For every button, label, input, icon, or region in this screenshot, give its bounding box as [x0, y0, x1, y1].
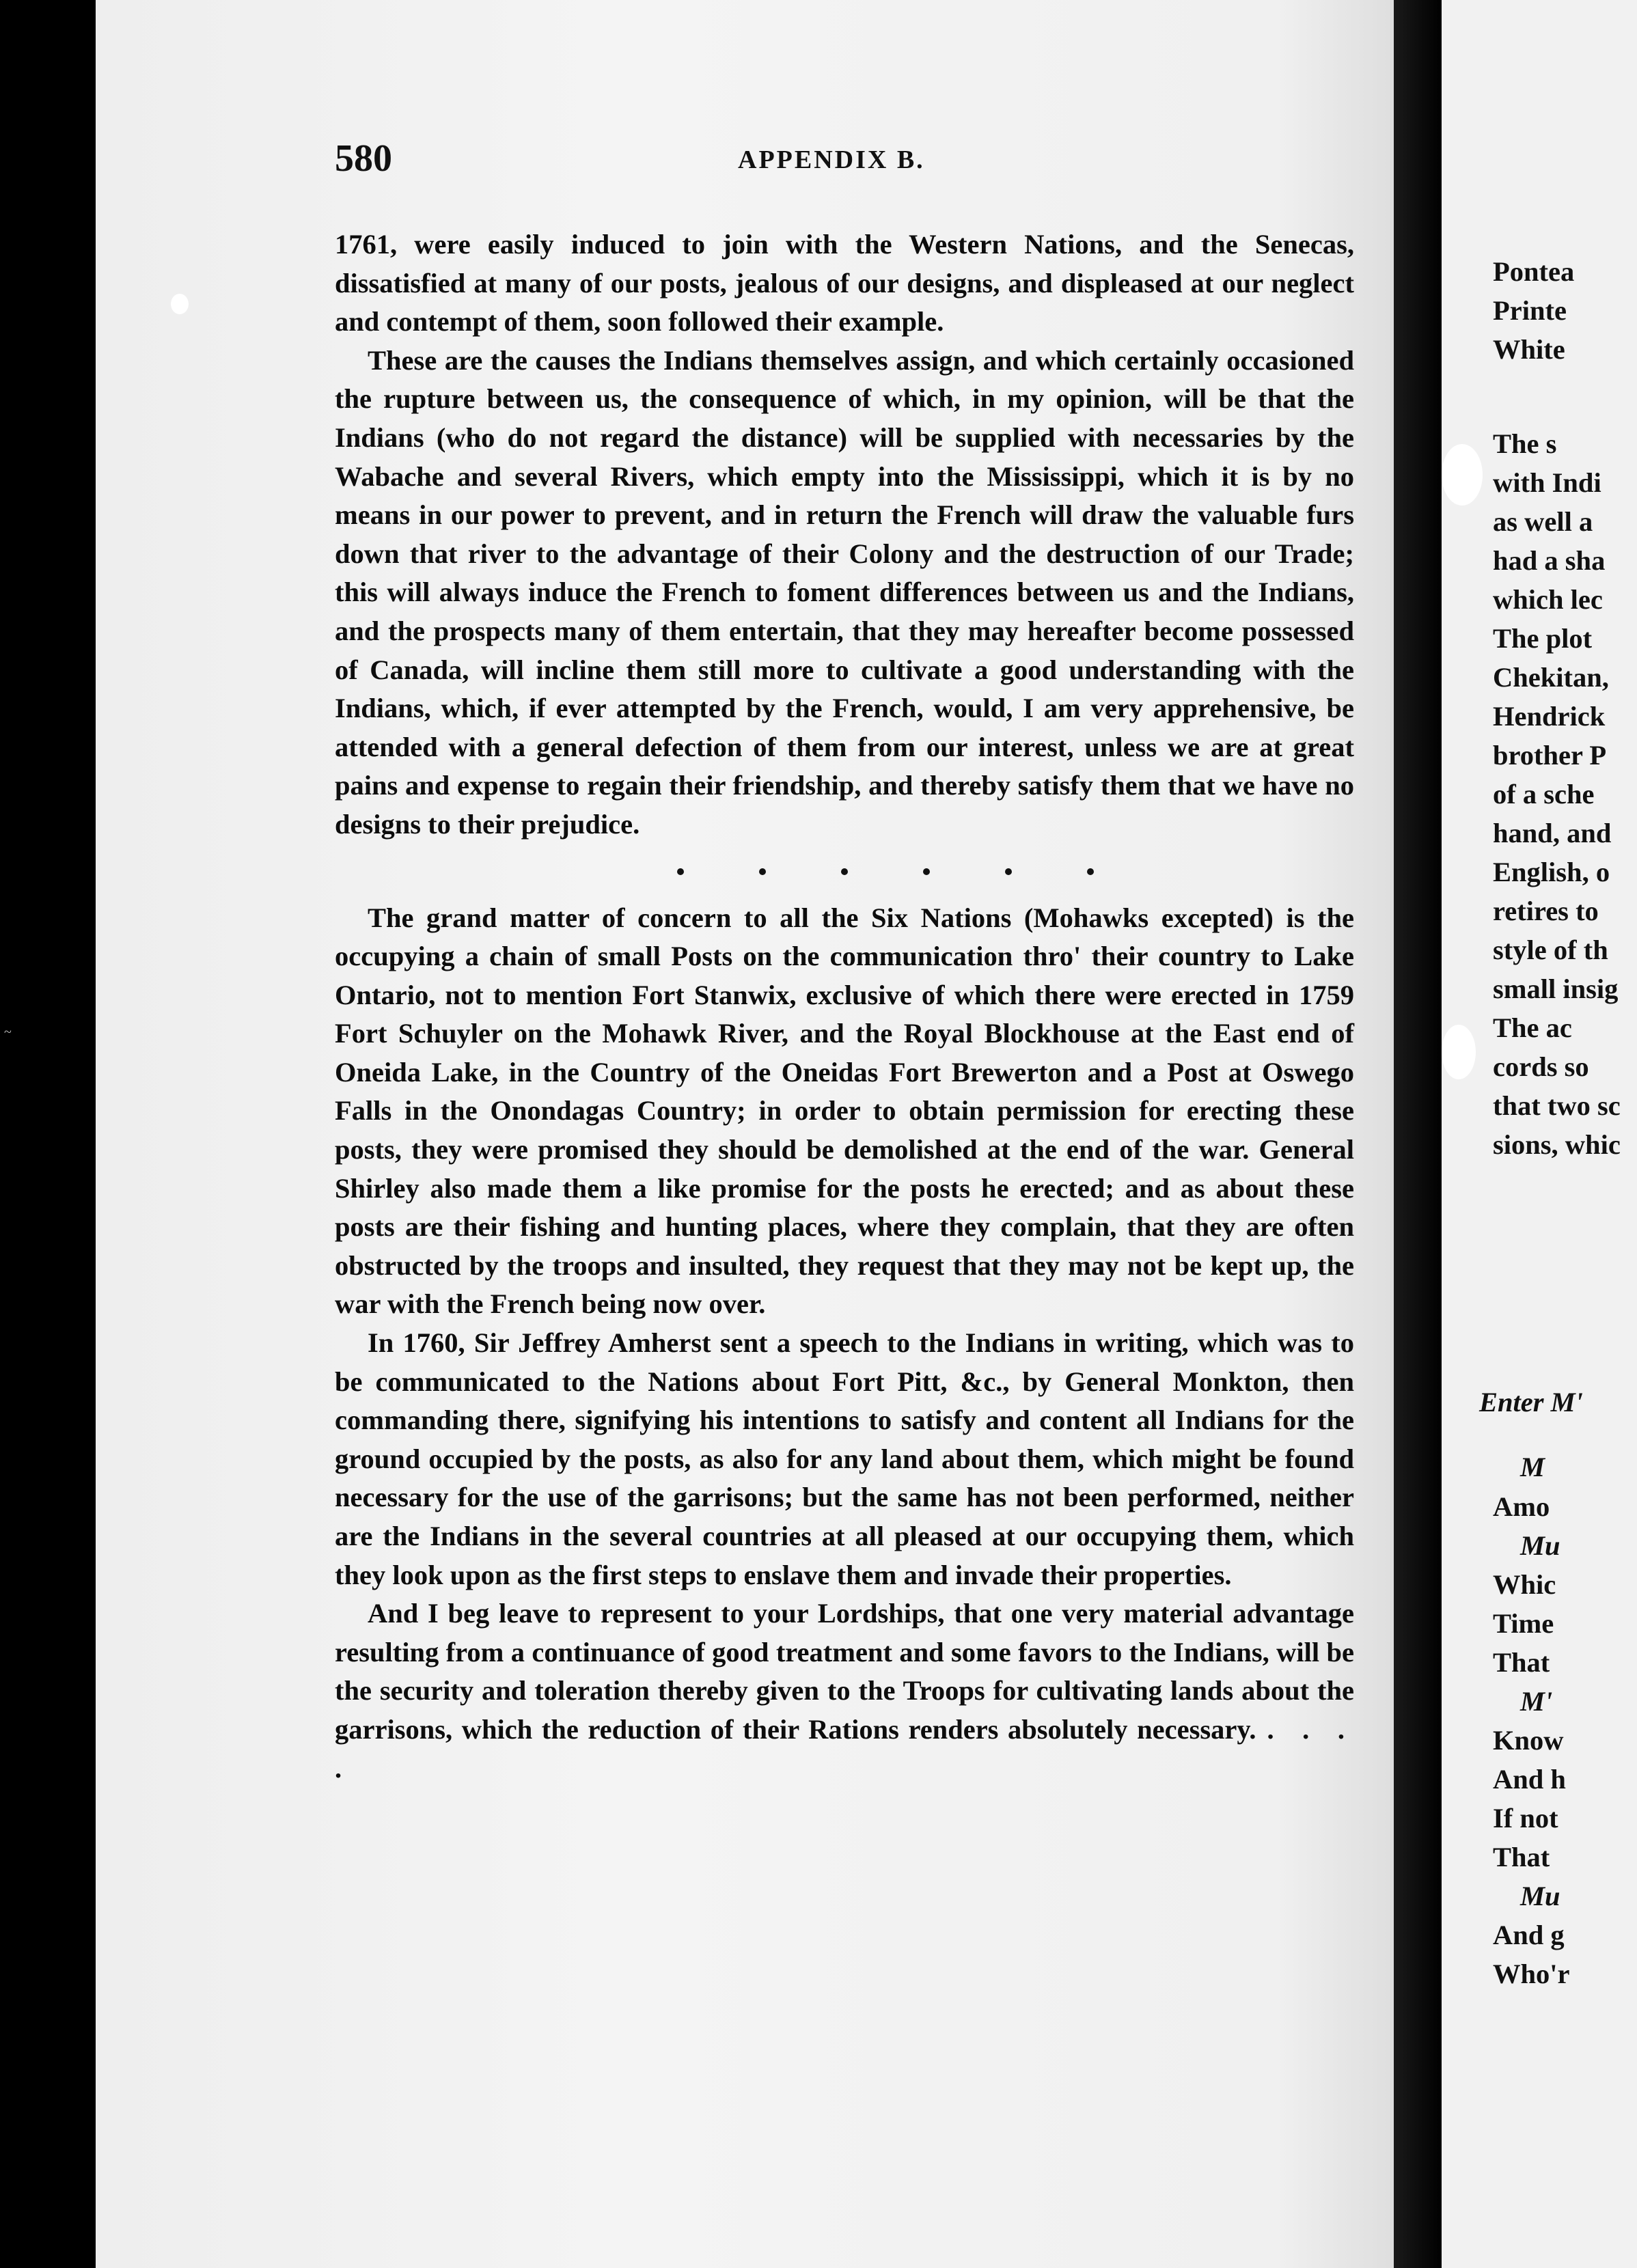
right-page-line: Pontea	[1493, 256, 1575, 287]
right-page-line: English, o	[1493, 857, 1610, 887]
dot	[677, 868, 684, 875]
dot	[1087, 868, 1094, 875]
right-page-line: cords so	[1493, 1051, 1589, 1082]
right-page-line: Whic	[1493, 1569, 1556, 1600]
right-page-line: Mu	[1520, 1530, 1560, 1561]
right-page-line: which lec	[1493, 584, 1603, 615]
right-page-line: Mu	[1520, 1881, 1560, 1911]
right-page-line: Amo	[1493, 1491, 1550, 1522]
right-page-line: had a sha	[1493, 545, 1606, 576]
page-header	[335, 137, 1360, 184]
right-page-line: as well a	[1493, 506, 1593, 537]
right-page-line: And h	[1493, 1764, 1566, 1795]
scan-speck: ~	[4, 1025, 12, 1040]
page-blemish	[171, 294, 189, 314]
right-page-line: Hendrick	[1493, 701, 1606, 732]
right-page-line: M'	[1520, 1686, 1553, 1717]
right-page-line: And g	[1493, 1920, 1565, 1950]
paragraph: 1761, were easily induced to join with the Western Nations, and the Senecas, dissatisfied at many of our posts, jealous of our designs, and displeased at our neglect and contempt of them, soon followed their example.	[335, 229, 1354, 337]
page-blemish	[1442, 1025, 1476, 1079]
right-page-line: If not	[1493, 1803, 1558, 1834]
dot	[759, 868, 766, 875]
right-page-line: The ac	[1493, 1012, 1572, 1043]
right-page-line: M	[1520, 1452, 1545, 1482]
body-text	[335, 225, 1354, 1788]
right-page-line: with Indi	[1493, 467, 1601, 498]
right-page-line: That	[1493, 1842, 1550, 1872]
page-blemish	[1442, 444, 1483, 506]
paragraph: The grand matter of concern to all the Six Nations (Mohawks excepted) is the occupying a chain of small Posts on the communication thro' their country to Lake Ontario, not to mention Fort Stanwix, exclusive of which there were erected in 1759 Fort Schuyler on the Mohawk River, and the Royal Blockhouse at the East end of Oneida Lake, in the Country of the Oneidas Fort Brewerton and a Post at Oswego Falls in the Onondagas Country; in order to obtain permission for erecting these posts, they were promised they should be demolished at the end of the war. General Shirley also made them a like promise for the posts he erected; and as about these posts are their fishing and hunting places, where they complain, that they are often obstructed by the troops and insulted, they request that they may not be kept up, the war with the French being now over.	[335, 902, 1354, 1320]
right-page-line: hand, and	[1493, 818, 1612, 848]
dot	[1005, 868, 1012, 875]
right-page-line: Chekitan,	[1493, 662, 1609, 693]
dot	[841, 868, 848, 875]
right-page-line: sions, whic	[1493, 1129, 1621, 1160]
paragraph	[335, 1594, 1354, 1788]
scan-border-left	[0, 0, 96, 2268]
page-number: 580	[335, 137, 392, 180]
right-page-line: that two sc	[1493, 1090, 1621, 1121]
right-page-line: style of th	[1493, 935, 1608, 965]
paragraph: These are the causes the Indians themselves assign, and which certainly occasioned the rupture between us, the consequence of which, in my opinion, will be that the Indians (who do not regard the distance) will be supplied with necessaries by the Wabache and several Rivers, which empty into the Mississippi, which it is by no means in our power to prevent, and in return the French will draw the valuable furs down that river to the advantage of their Colony and the destruction of our Trade; this will always induce the French to foment differences between us and the Indians, and the prospects many of them entertain, that they may hereafter become possessed of Canada, will incline them still more to cultivate a good understanding with the Indians, which, if ever attempted by the French, would, I am very apprehensive, be attended with a general defection of them from our interest, unless we are at great pains and expense to regain their friendship, and thereby satisfy them that we have no designs to their prejudice.	[335, 344, 1354, 840]
paragraph-text: And I beg leave to represent to your Lordships, that one very material advantage resulting from a continuance of good treatment and some favors to the Indians, will be the security and toleration thereby given to the Troops for cultivating lands about the garrisons, which the reduction of their Rations renders absolutely necessary.	[335, 1598, 1354, 1745]
right-page-line: Time	[1493, 1608, 1554, 1639]
right-page-line: The s	[1493, 428, 1557, 459]
paragraph: In 1760, Sir Jeffrey Amherst sent a speech to the Indians in writing, which was to be communicated to the Nations about Fort Pitt, &c., by General Monkton, then commanding there, signifying his intentions to satisfy and content all Indians for the ground occupied by the posts, as also for any land about them, which might be found necessary for the use of the garrisons; but the same has not been performed, neither are the Indians in the several countries at all pleased at our occupying them, which they look upon as the first steps to enslave them and invade their properties.	[335, 1327, 1354, 1590]
closing-dots: . . . .	[335, 1713, 1355, 1784]
section-break-dots	[335, 844, 1354, 899]
right-page-line: of a sche	[1493, 779, 1595, 810]
right-page-line: The plot	[1493, 623, 1593, 654]
right-page-line: That	[1493, 1647, 1550, 1678]
right-page-line: Who'r	[1493, 1959, 1570, 1989]
right-page-line: small insig	[1493, 973, 1619, 1004]
right-page-line: Know	[1493, 1725, 1564, 1756]
right-page-line: retires to	[1493, 896, 1599, 926]
right-page-line: brother P	[1493, 740, 1607, 771]
right-page-line: White	[1493, 334, 1565, 365]
dot	[923, 868, 930, 875]
right-page-line: Enter M'	[1479, 1387, 1583, 1418]
right-page-line: Printe	[1493, 295, 1567, 326]
running-head: APPENDIX B.	[738, 146, 925, 174]
